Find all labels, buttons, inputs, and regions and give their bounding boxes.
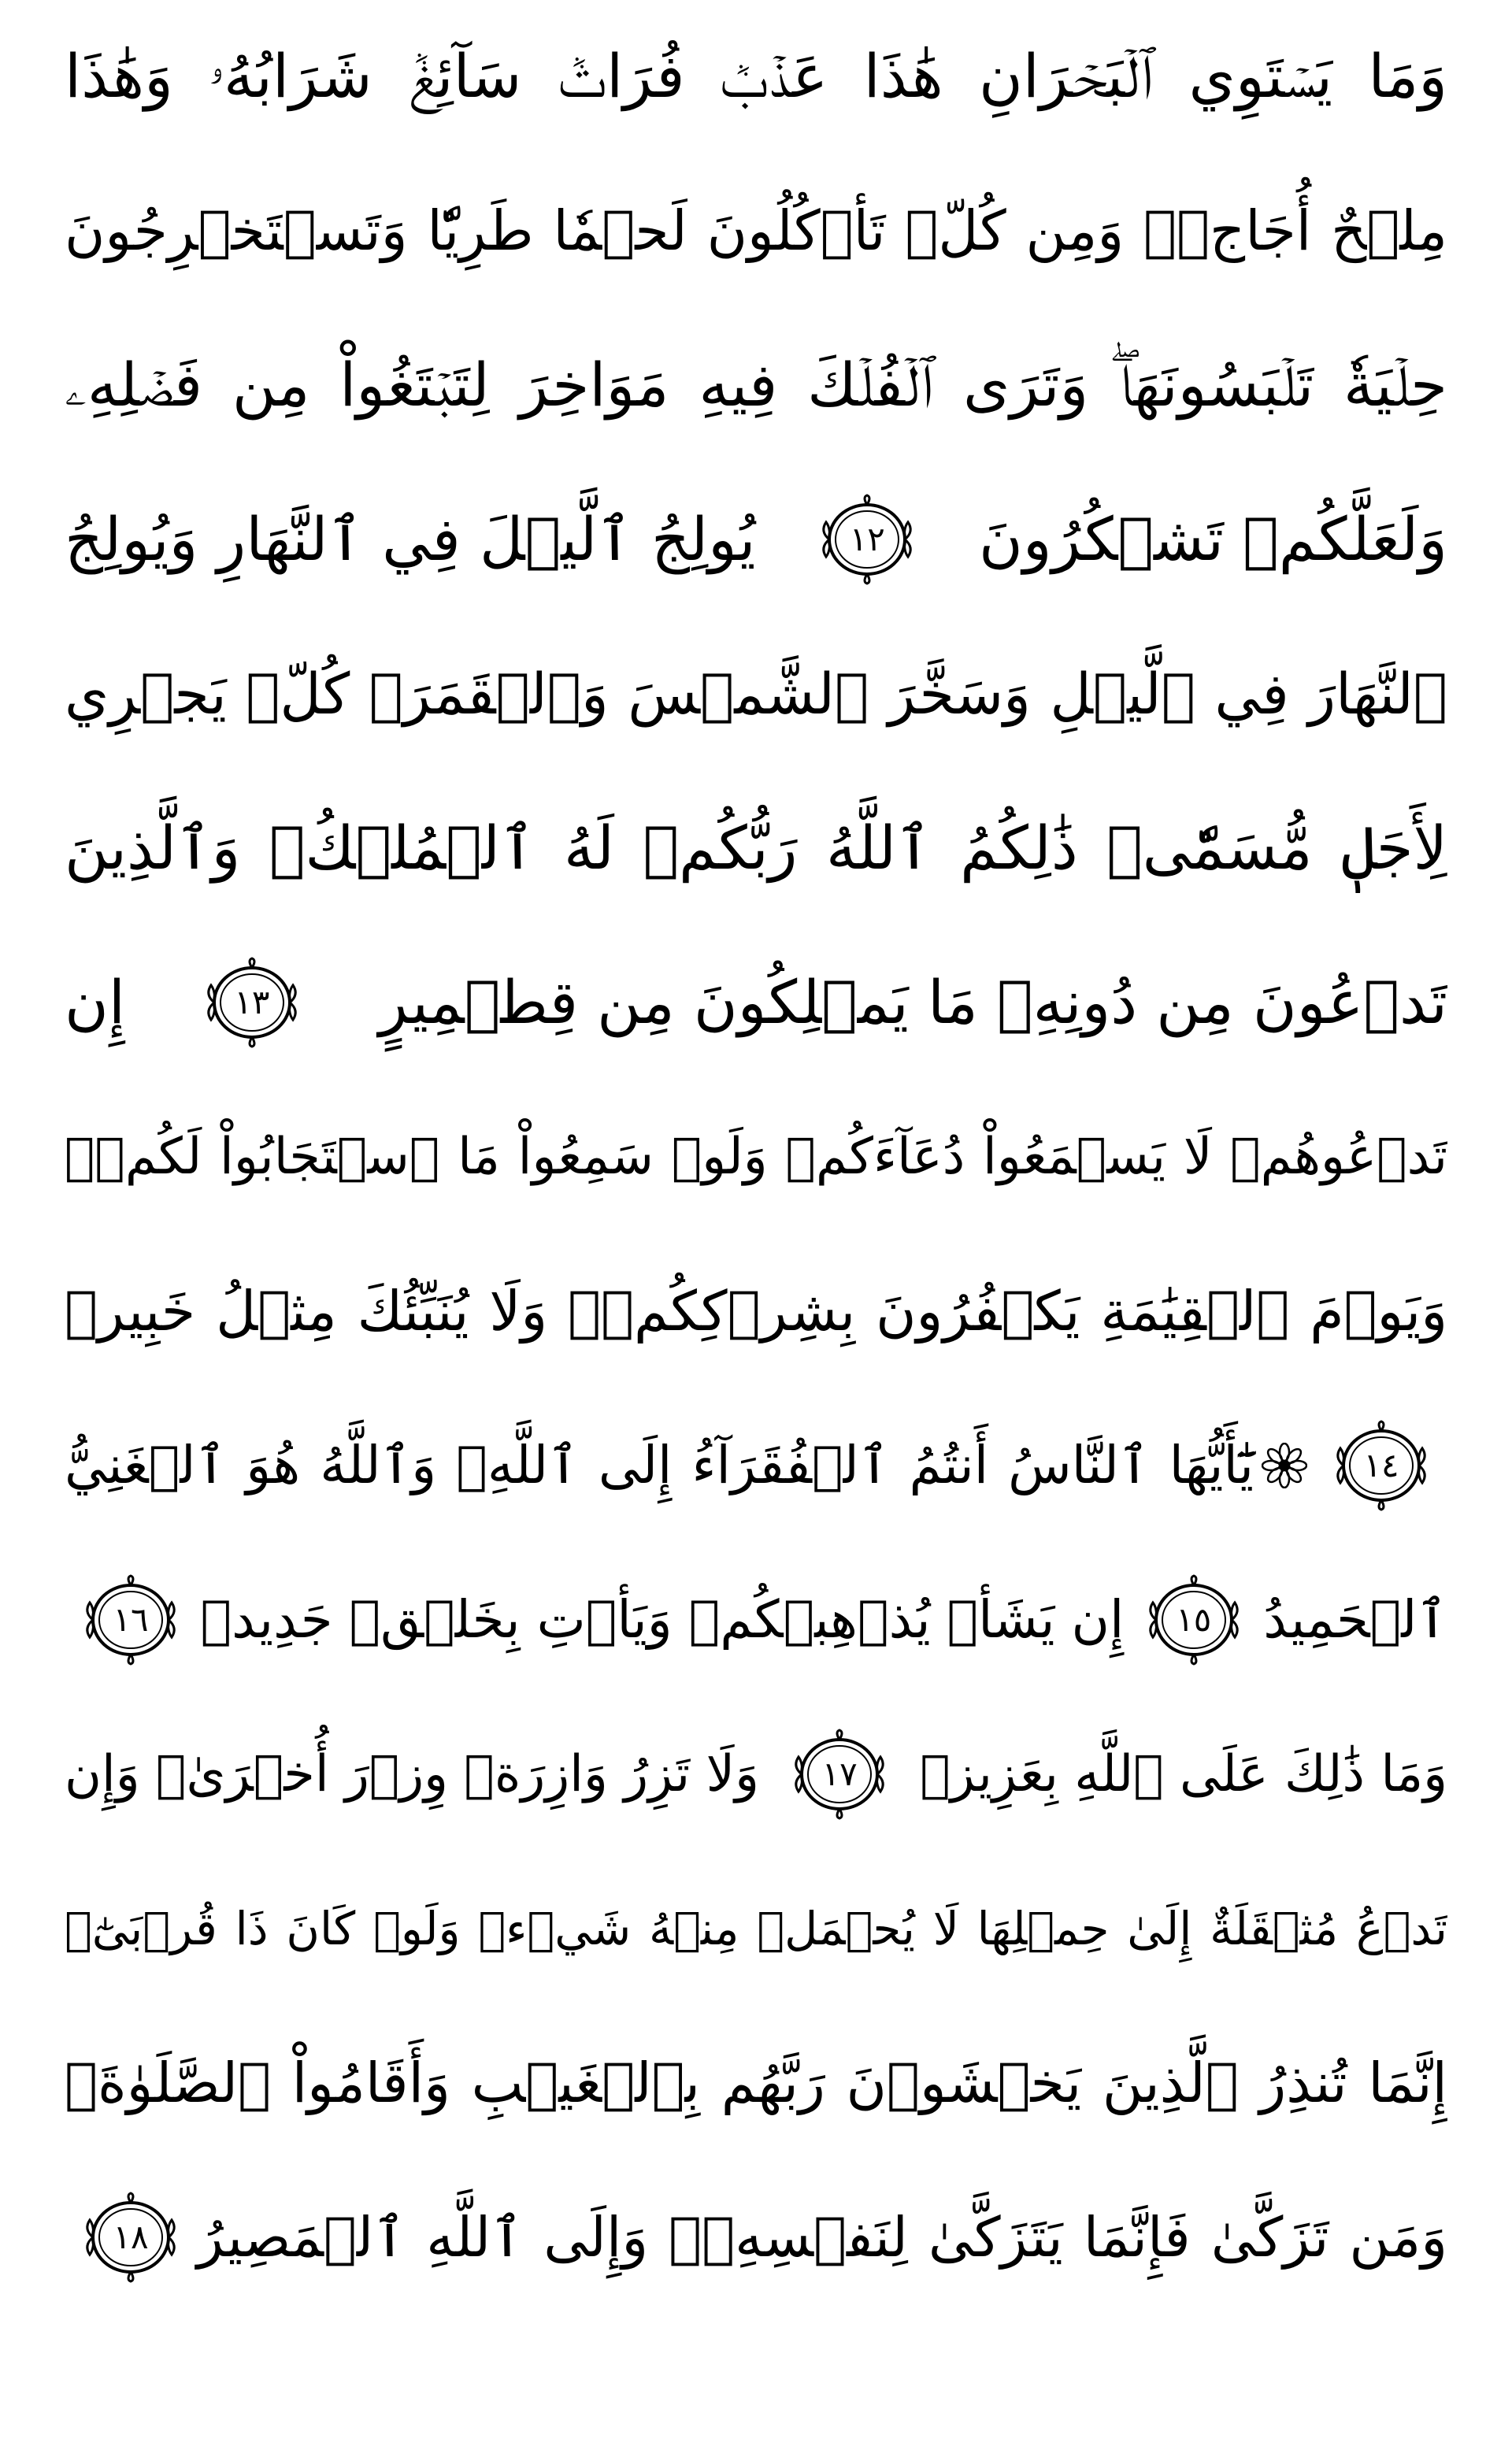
verse-text: وَمَا ذَٰلِكَ عَلَى ٱللَّهِ بِعَزِيزٖ	[920, 1745, 1447, 1803]
ayah-number: ١٥	[1176, 1600, 1212, 1639]
verse-text: مِلۡحٌ أُجَاجٞۖ وَمِن كُلّٖ تَأۡكُلُونَ لَحۡمٗا طَرِيّٗا وَتَسۡتَخۡرِجُونَ	[65, 198, 1447, 263]
ayah-number-marker	[815, 493, 919, 586]
ayah-number: ١٤	[1363, 1446, 1399, 1484]
ayah-number-marker	[1329, 1419, 1433, 1512]
verse-text: وَلَعَلَّكُمۡ تَشۡكُرُونَ	[979, 504, 1447, 574]
verse-text: تَدۡعُوهُمۡ لَا يَسۡمَعُواْ دُعَآءَكُمۡ وَلَوۡ سَمِعُواْ مَا ٱسۡتَجَابُواْ لَكُمۡۖ	[65, 1128, 1447, 1186]
rub-el-hizb-mark	[1262, 1443, 1307, 1488]
text-line	[65, 1090, 1447, 1224]
text-line	[65, 1862, 1447, 1996]
ayah-number-marker	[788, 1728, 891, 1821]
verse-text: إِنَّمَا تُنذِرُ ٱلَّذِينَ يَخۡشَوۡنَ رَبَّهُم بِٱلۡغَيۡبِ وَأَقَامُواْ ٱلصَّلَوٰةَۚ	[65, 2051, 1447, 2115]
verse-text: يُولِجُ ٱلَّيۡلَ فِي ٱلنَّهَارِ وَيُولِجُ	[65, 504, 756, 574]
text-line	[65, 9, 1447, 143]
text-line	[65, 1553, 1447, 1687]
verse-text: إِن	[65, 967, 125, 1037]
text-line	[65, 781, 1447, 915]
verse-text: إِن يَشَأۡ يُذۡهِبۡكُمۡ وَيَأۡتِ بِخَلۡقٖ جَدِيدٖ	[200, 1589, 1125, 1650]
verse-text: لِأَجَلٖ مُّسَمّٗىۚ ذَٰلِكُمُ ٱللَّهُ رَبُّكُمۡ لَهُ ٱلۡمُلۡكُۚ وَٱلَّذِينَ	[65, 813, 1447, 883]
text-line	[65, 2170, 1447, 2304]
text-line	[65, 164, 1447, 298]
verse-text: ٱلۡحَمِيدُ	[1263, 1589, 1447, 1650]
verse-text: وَمَن تَزَكَّىٰ فَإِنَّمَا يَتَزَكَّىٰ لِنَفۡسِهِۦۚ وَإِلَى ٱللَّهِ ٱلۡمَصِيرُ	[197, 2205, 1447, 2270]
ayah-number: ١٣	[234, 983, 270, 1021]
hizb-star-icon	[1262, 1443, 1307, 1488]
ayah-number: ١٨	[113, 2218, 149, 2256]
verse-text: ٱلنَّهَارَ فِي ٱلَّيۡلِ وَسَخَّرَ ٱلشَّمۡسَ وَٱلۡقَمَرَۖ كُلّٞ يَجۡرِي	[65, 661, 1447, 727]
ayah-number: ١٢	[849, 520, 885, 558]
ayah-number-marker	[1142, 1573, 1246, 1666]
ayah-number: ١٦	[113, 1600, 149, 1639]
text-line	[65, 473, 1447, 606]
text-line	[65, 318, 1447, 452]
text-line	[65, 1244, 1447, 1378]
ayah-number-marker	[200, 956, 304, 1049]
ayah-number-marker	[79, 2191, 183, 2284]
verse-text: يَٰٓأَيُّهَا ٱلنَّاسُ أَنتُمُ ٱلۡفُقَرَآءُ إِلَى ٱللَّهِۖ وَٱللَّهُ هُوَ ٱلۡغَنِيُّ	[65, 1435, 1254, 1495]
verse-text: تَدۡعُ مُثۡقَلَةٌ إِلَىٰ حِمۡلِهَا لَا يُحۡمَلۡ مِنۡهُ شَيۡءٞ وَلَوۡ كَانَ ذَا قُرۡبَىٰٓۗ	[65, 1902, 1447, 1955]
text-line	[65, 1707, 1447, 1841]
verse-text: تَدۡعُونَ مِن دُونِهِۦ مَا يَمۡلِكُونَ مِن قِطۡمِيرٍ	[378, 967, 1447, 1037]
text-line	[65, 1399, 1447, 1532]
text-line	[65, 2016, 1447, 2150]
ayah-number: ١٧	[821, 1755, 858, 1793]
verse-text: وَمَا يَسۡتَوِي ٱلۡبَحۡرَانِ هَٰذَا عَذۡبٞ فُرَاتٞ سَآئِغٞ شَرَابُهُۥ وَهَٰذَا	[65, 41, 1447, 111]
verse-text: وَيَوۡمَ ٱلۡقِيَٰمَةِ يَكۡفُرُونَ بِشِرۡكِكُمۡۚ وَلَا يُنَبِّئُكَ مِثۡلُ خَبِيرٖ	[65, 1279, 1447, 1343]
verse-text: حِلۡيَةٗ تَلۡبَسُونَهَاۖ وَتَرَى ٱلۡفُلۡكَ فِيهِ مَوَاخِرَ لِتَبۡتَغُواْ مِن فَضۡلِهِۦ	[65, 350, 1447, 420]
ayah-number-marker	[79, 1573, 183, 1666]
verse-text: وَلَا تَزِرُ وَازِرَةٞ وِزۡرَ أُخۡرَىٰۚ وَإِن	[65, 1745, 759, 1803]
text-line	[65, 627, 1447, 761]
text-line	[65, 936, 1447, 1069]
